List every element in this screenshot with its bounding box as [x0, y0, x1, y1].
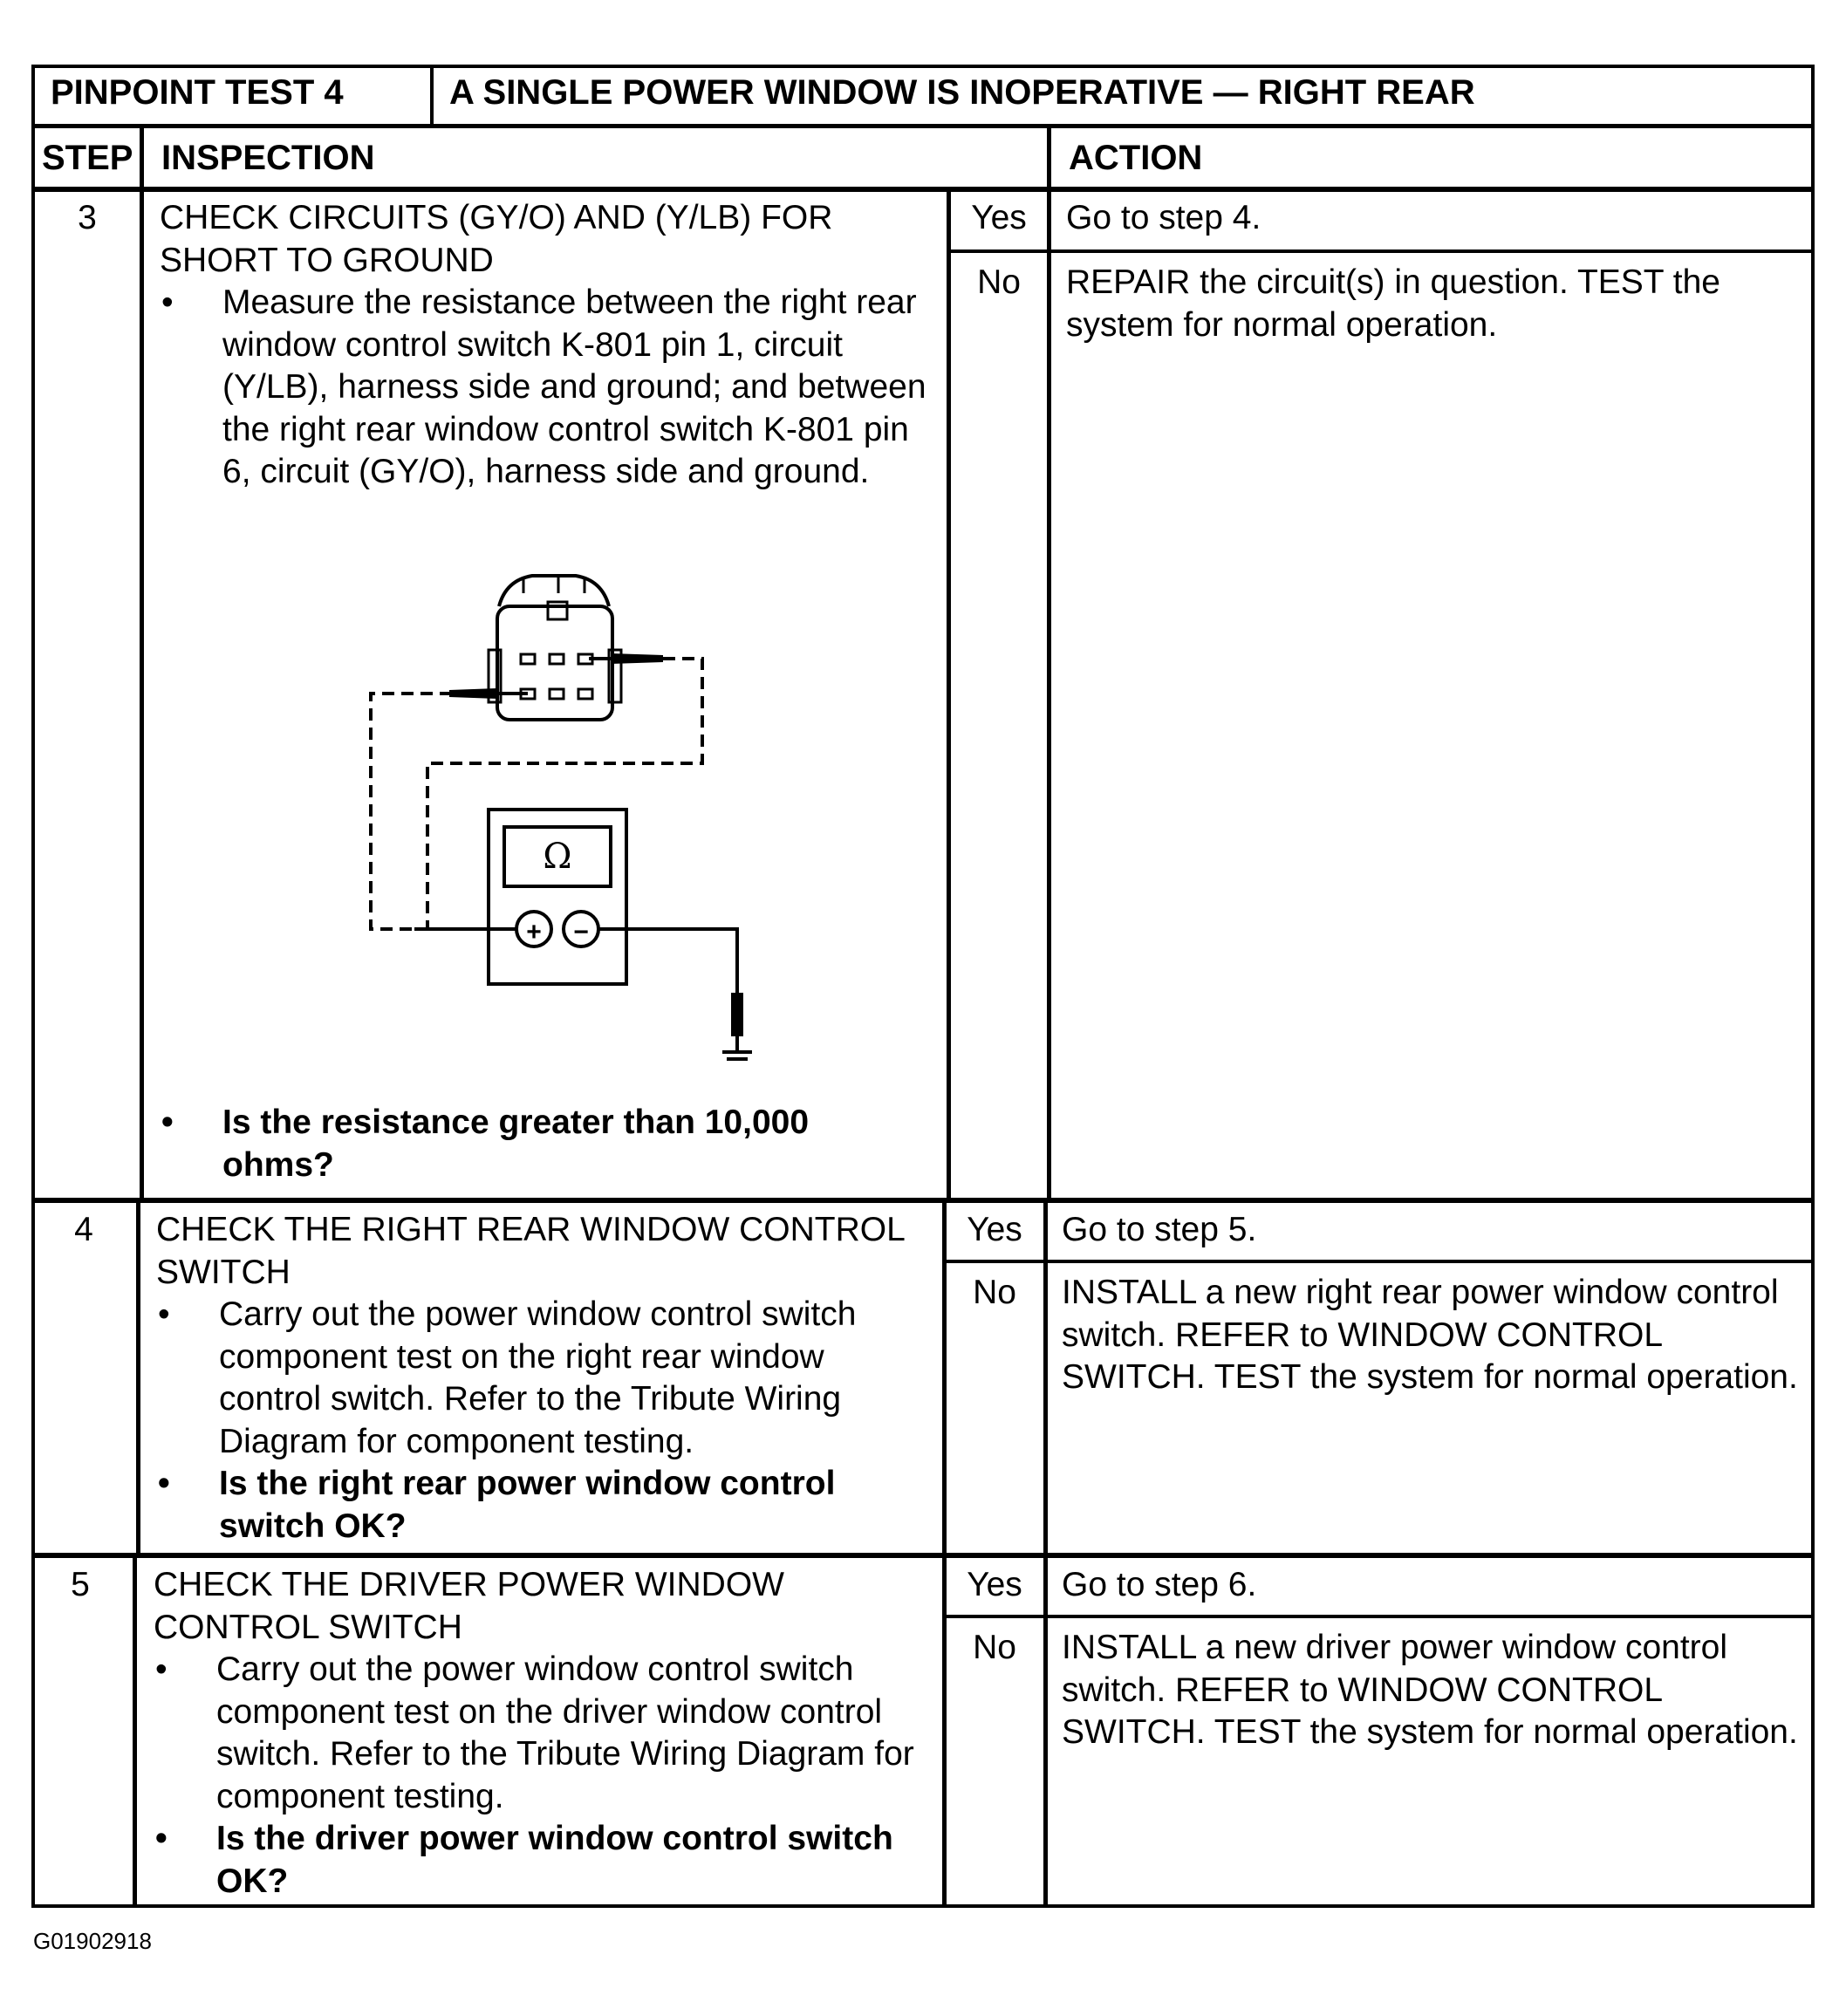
plus-terminal-label: + [526, 918, 542, 946]
check-title-line: SHORT TO GROUND [160, 241, 494, 279]
no-action: INSTALL a new right rear power window control switch. REFER to WINDOW CONTROL SWITCH. TEST the system for normal operation. [1062, 1274, 1798, 1396]
column-divider [1043, 1198, 1048, 1908]
no-action: INSTALL a new driver power window control switch. REFER to WINDOW CONTROL SWITCH. TEST the system for normal operation. [1062, 1629, 1798, 1751]
procedure-bullet: • Carry out the power window control switch component test on the driver window control switch. Refer to the Tribute Wiring Diagram for component testing. [154, 1649, 921, 1818]
column-divider [947, 187, 951, 1201]
step-column-header: STEP [42, 139, 133, 177]
column-divider [140, 124, 144, 1201]
yes-action: Go to step 6. [1062, 1566, 1257, 1603]
test-label: PINPOINT TEST 4 [51, 73, 344, 112]
step-number: 5 [71, 1566, 90, 1603]
table-border-left [31, 65, 35, 1908]
column-divider [1047, 124, 1051, 1201]
table-border-right [1811, 65, 1815, 1908]
question-cell [160, 1102, 945, 1186]
row-divider [947, 249, 1815, 253]
test-title: A SINGLE POWER WINDOW IS INOPERATIVE — RIGHT REAR [449, 73, 1475, 112]
column-divider [430, 65, 434, 126]
row-divider [31, 1553, 1815, 1558]
procedure-bullet: • Carry out the power window control switch component test on the right rear window control switch. Refer to the Tribute Wiring Diagram for component testing. [156, 1294, 906, 1463]
question-bullet: • Is the right rear power window control switch OK? [156, 1463, 906, 1548]
procedure-bullet: • Measure the resistance between the right rear window control switch K-801 pin 1, circuit (Y/LB), harness side and ground; and between the right rear window control switch K-801 pin 6, circuit (GY/O), harness side and ground. [160, 282, 927, 494]
check-title-line: SWITCH [156, 1253, 291, 1291]
column-divider [133, 1553, 137, 1908]
yes-action: Go to step 5. [1062, 1211, 1257, 1248]
step-number: 4 [74, 1211, 93, 1248]
yes-label: Yes [967, 1211, 1022, 1248]
table-border-bottom [31, 1904, 1815, 1908]
row-divider [31, 1198, 1815, 1203]
test-lead-positive [371, 694, 452, 929]
no-label: No [977, 263, 1021, 301]
inspection-cell [156, 1209, 941, 1548]
check-title-line: CHECK THE RIGHT REAR WINDOW CONTROL [156, 1211, 906, 1248]
question-bullet: • Is the driver power window control switch OK? [154, 1818, 921, 1903]
inspection-cell [154, 1564, 939, 1903]
question-bullet: • Is the resistance greater than 10,000 ohms? [160, 1102, 840, 1186]
table-border-top [31, 65, 1815, 68]
row-divider [942, 1260, 1815, 1263]
yes-label: Yes [967, 1566, 1022, 1603]
step-number: 3 [78, 199, 97, 236]
check-title-line: CHECK THE DRIVER POWER WINDOW [154, 1566, 784, 1603]
action-column-header: ACTION [1069, 139, 1203, 177]
no-label: No [973, 1629, 1016, 1666]
row-divider [942, 1615, 1815, 1618]
no-action: REPAIR the circuit(s) in question. TEST the system for normal operation. [1066, 263, 1720, 344]
ohmmeter-diagram [349, 567, 785, 1064]
connector-k801-icon [489, 576, 621, 720]
inspection-column-header: INSPECTION [161, 139, 375, 177]
inspection-cell [160, 197, 945, 494]
minus-terminal-label: − [573, 918, 589, 946]
ohm-symbol: Ω [543, 837, 572, 877]
row-divider [31, 124, 1815, 128]
column-divider [136, 1198, 140, 1557]
figure-id: G01902918 [33, 1928, 152, 1954]
no-label: No [973, 1274, 1016, 1311]
row-divider [31, 187, 1815, 192]
yes-action: Go to step 4. [1066, 199, 1261, 236]
check-title-line: CONTROL SWITCH [154, 1608, 462, 1646]
ground-probe-icon [731, 993, 743, 1036]
yes-label: Yes [971, 199, 1027, 236]
ohmmeter-icon [489, 810, 626, 984]
check-title-line: CHECK CIRCUITS (GY/O) AND (Y/LB) FOR [160, 199, 833, 236]
